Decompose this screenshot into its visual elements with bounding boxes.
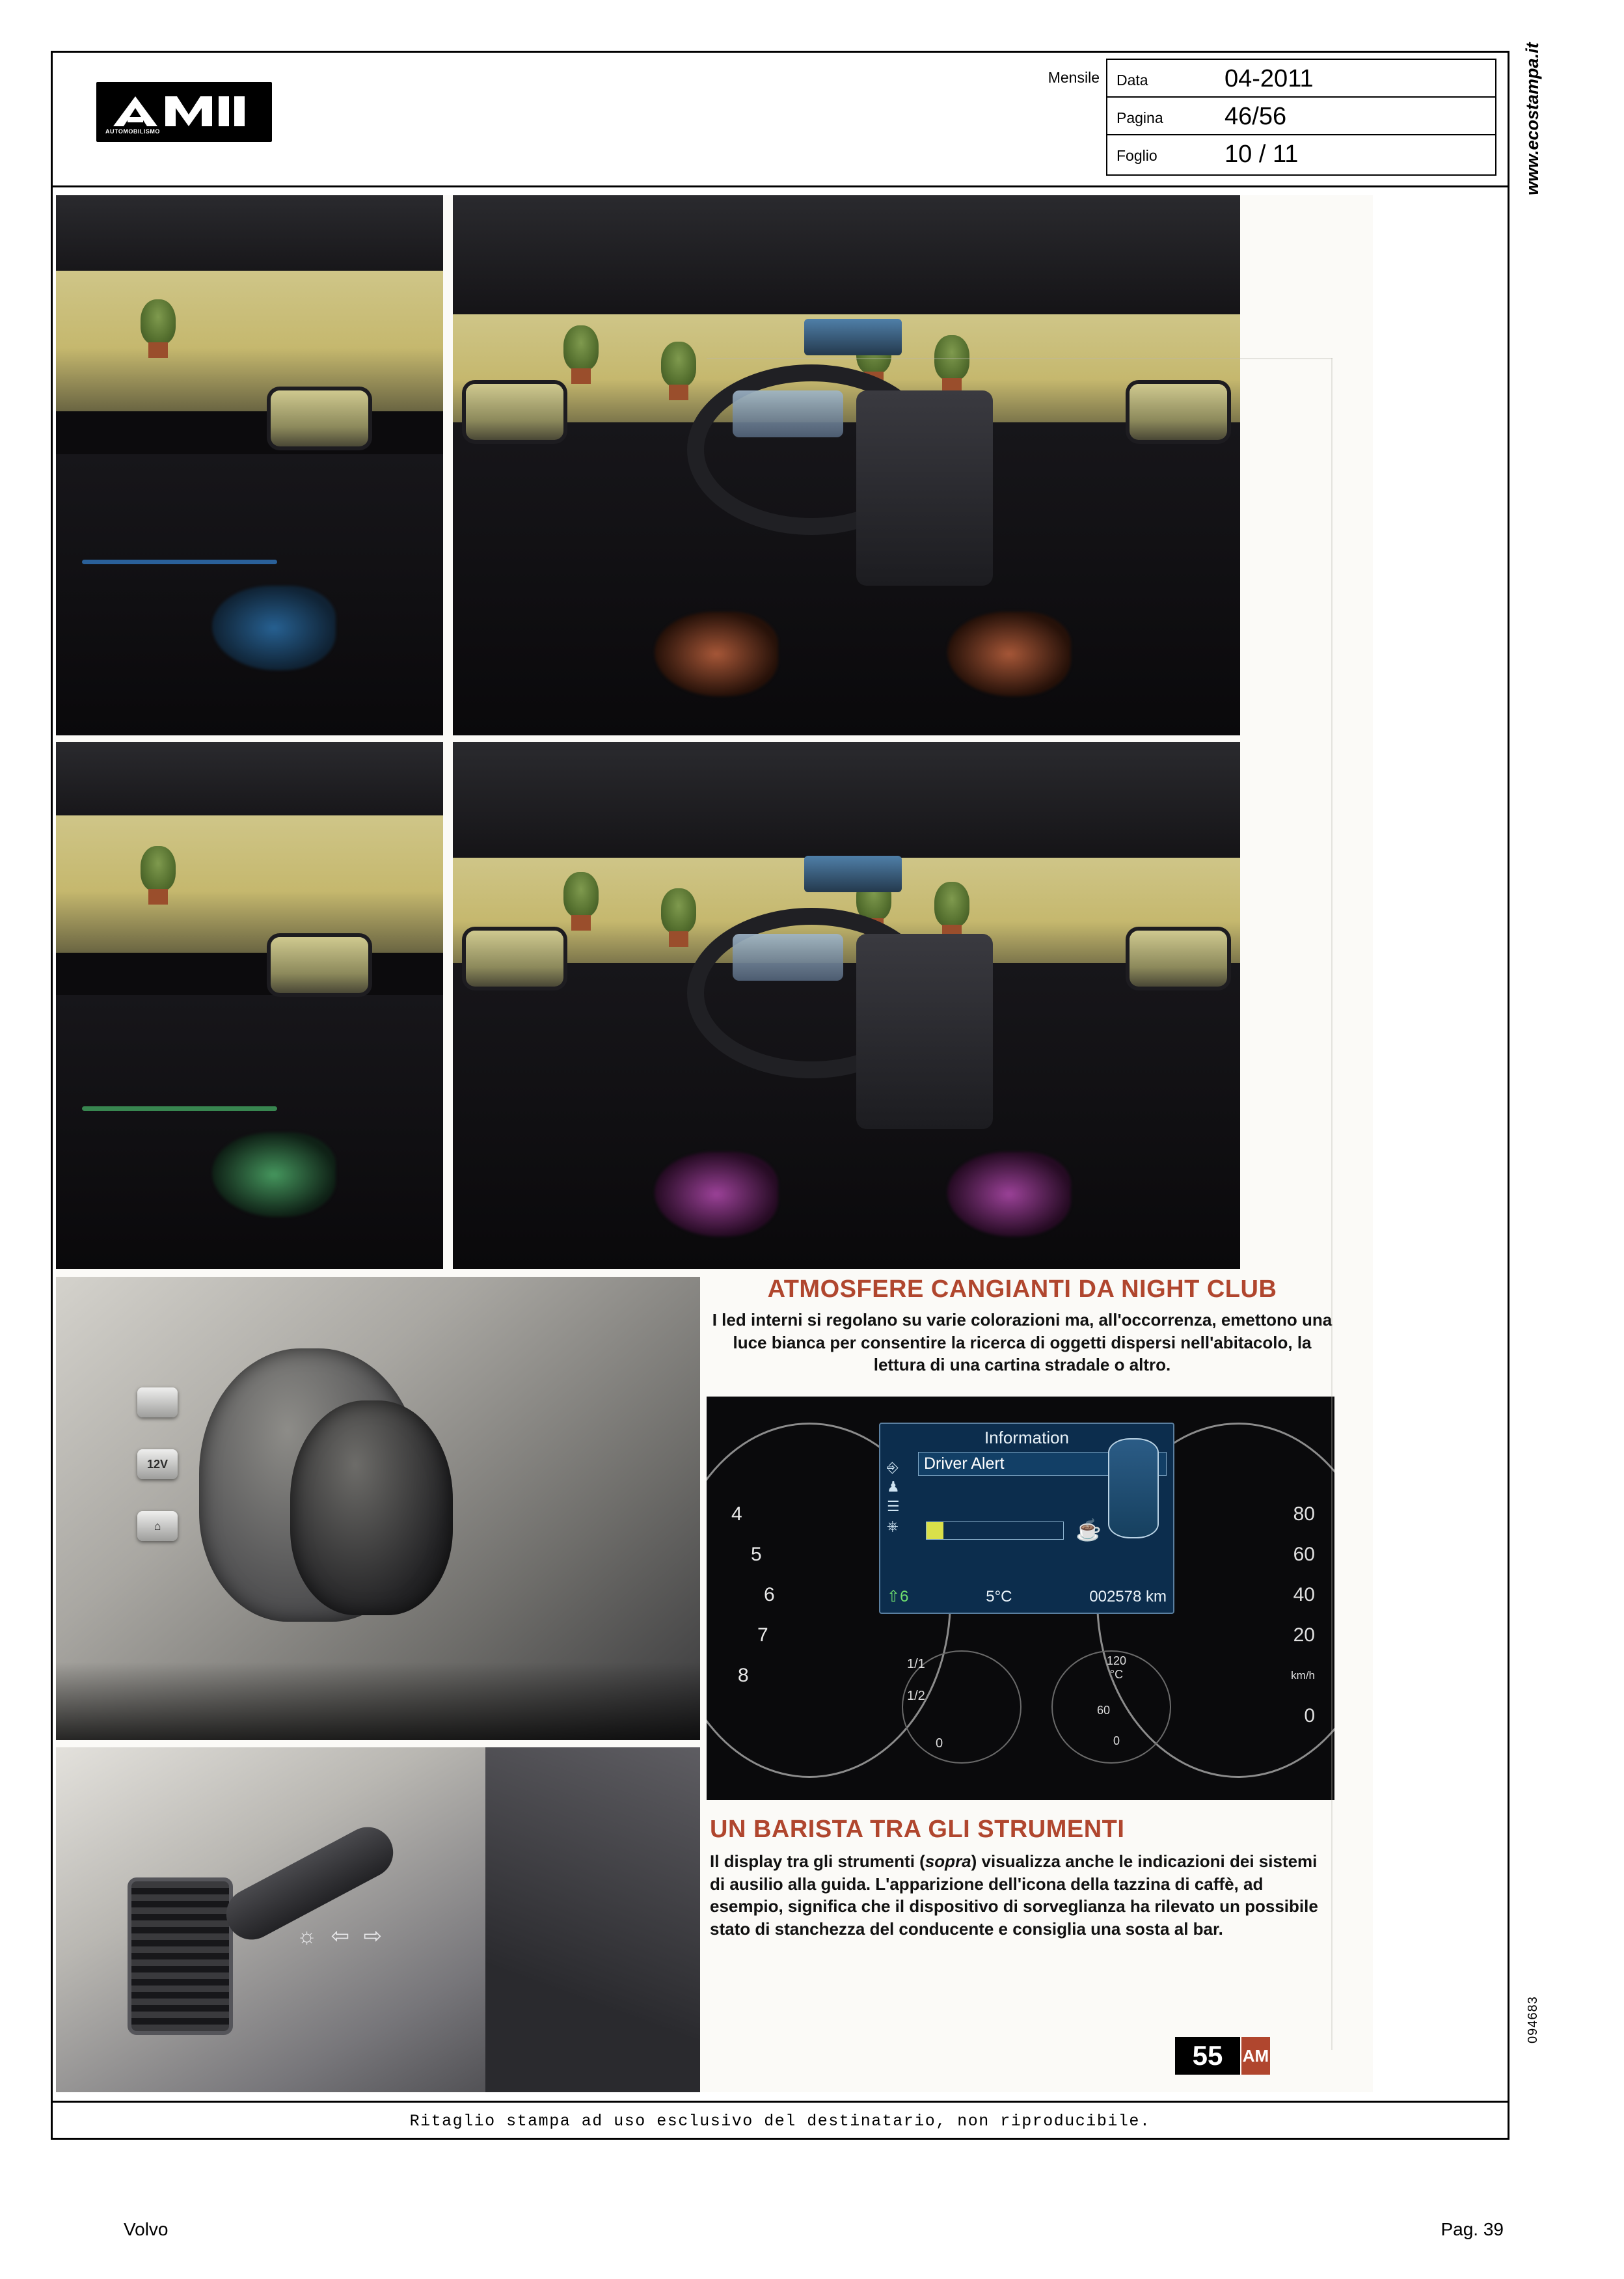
indicator-symbols [297, 1923, 386, 1949]
document-code: 094683 [1526, 1996, 1540, 2043]
speedometer-labels [1291, 1494, 1315, 1736]
speed-label: 20 [1293, 1624, 1315, 1646]
indicator-icon-light: ☼ [297, 1924, 321, 1948]
gear-arrow-icon: ⇧ [887, 1588, 900, 1605]
metadata-value: 46/56 [1225, 103, 1287, 130]
tach-label: 4 [731, 1503, 742, 1525]
caption-2-part1: Il display tra gli strumenti ( [710, 1851, 925, 1871]
coffee-cup-icon: ☕ [1076, 1518, 1102, 1542]
caption-block-1 [710, 1276, 1334, 1376]
press-clipping [56, 195, 1373, 2092]
tach-label: 8 [738, 1665, 749, 1686]
ecostampa-website: www.ecostampa.it [1522, 42, 1542, 195]
fuel-label: 0 [936, 1736, 943, 1751]
temp-label: 60 [1097, 1704, 1111, 1717]
tachometer-labels [721, 1494, 775, 1696]
speed-unit: km/h [1291, 1669, 1315, 1682]
outside-temperature: 5°C [986, 1588, 1012, 1605]
caption-2-title: UN BARISTA TRA GLI STRUMENTI [710, 1816, 1125, 1843]
caption-2-body [710, 1850, 1321, 1940]
console-button-usb[interactable] [137, 1387, 178, 1417]
fuel-gauge-labels [907, 1657, 943, 1751]
footer-right-page: Pag. 39 [1441, 2219, 1504, 2239]
metadata-label: Pagina [1116, 109, 1163, 126]
photo-interior-left-2 [56, 742, 443, 1269]
air-vent [128, 1877, 233, 2035]
frequency-label: Mensile [1048, 69, 1100, 86]
caption-1-body: I led interni si regolano su varie colorazioni ma, all'occorrenza, emettono una luce bianca per consentire la ricerca di oggetti dispersi nell'abitacolo, la lettura di una cartina stradale o altro. [712, 1310, 1333, 1375]
metadata-label: Data [1116, 72, 1148, 89]
clipping-disclaimer: Ritaglio stampa ad uso esclusivo del destinatario, non riproducibile. [409, 2112, 1151, 2131]
coolant-temp-labels [1097, 1654, 1136, 1748]
speed-label: 40 [1293, 1584, 1315, 1605]
tach-label: 7 [757, 1624, 768, 1646]
odometer: 002578 km [1089, 1588, 1167, 1605]
driver-alert-label: Driver Alert [918, 1452, 1167, 1476]
layout-guide-line [707, 358, 1333, 359]
information-display [879, 1423, 1174, 1614]
caption-block-2 [710, 1816, 1321, 1940]
gauge-icon: ⎈ [887, 1518, 899, 1534]
gear-indicator [887, 1587, 908, 1606]
photo-interior-left-1 [56, 195, 443, 735]
caption-2-part2: ) visualizza anche le indicazioni dei sistemi di ausilio alla guida. L'apparizione dell'icona della tazzina di caffè, ad esempio, significa che il dispositivo di sorveglianza ha rilevato un possibile stato di stanchezza del conducente e consiglia una sosta al bar. [710, 1851, 1318, 1939]
footer-left-label: Volvo [124, 2219, 169, 2239]
speed-label: 60 [1293, 1544, 1315, 1565]
metadata-value: 04-2011 [1225, 65, 1314, 92]
page-number-badge: 55 [1175, 2037, 1240, 2075]
photo-center-console [56, 1277, 700, 1740]
photo-interior-main-1 [453, 195, 1240, 735]
photo-interior-main-2 [453, 742, 1240, 1269]
metadata-label: Foglio [1116, 147, 1157, 164]
tach-label: 6 [764, 1584, 775, 1605]
arrow-left-icon: ⇦ [331, 1924, 354, 1948]
gear-number: 6 [900, 1588, 909, 1605]
arrow-right-icon: ⇨ [363, 1924, 386, 1948]
tach-label: 5 [751, 1544, 762, 1565]
fuel-label: 1/2 [907, 1689, 925, 1703]
list-icon: ☰ [887, 1498, 900, 1514]
metadata-value: 10 / 11 [1225, 141, 1299, 168]
publication-logo-sub: AUTOMOBILISMO [105, 128, 160, 135]
photo-instrument-cluster [707, 1397, 1334, 1800]
console-button-home[interactable]: ⌂ [137, 1511, 178, 1541]
car-top-view-icon [1108, 1438, 1159, 1538]
page-badge-logo: AM [1241, 2037, 1270, 2075]
display-side-icons [887, 1458, 900, 1536]
temp-label: 120 [1106, 1654, 1127, 1667]
temp-label: 0 [1113, 1734, 1120, 1747]
layout-guide-line [1331, 358, 1333, 2050]
photo-indicator-stalk [56, 1747, 700, 2092]
clipping-disclaimer-bar [51, 2101, 1509, 2140]
speed-label: 80 [1293, 1503, 1315, 1525]
temp-label: °C [1109, 1668, 1124, 1681]
information-title: Information [984, 1428, 1070, 1447]
speed-label: 0 [1304, 1705, 1315, 1726]
caption-1-title: ATMOSFERE CANGIANTI DA NIGHT CLUB [767, 1276, 1277, 1303]
person-icon: ♟ [887, 1479, 900, 1495]
information-status-row [887, 1587, 1167, 1606]
alert-bar [926, 1522, 1064, 1540]
caption-2-italic: sopra [925, 1851, 971, 1871]
console-button-12v[interactable]: 12V [137, 1449, 178, 1479]
fuel-label: 1/1 [907, 1657, 925, 1671]
seat-icon: ⎆ [887, 1459, 899, 1475]
